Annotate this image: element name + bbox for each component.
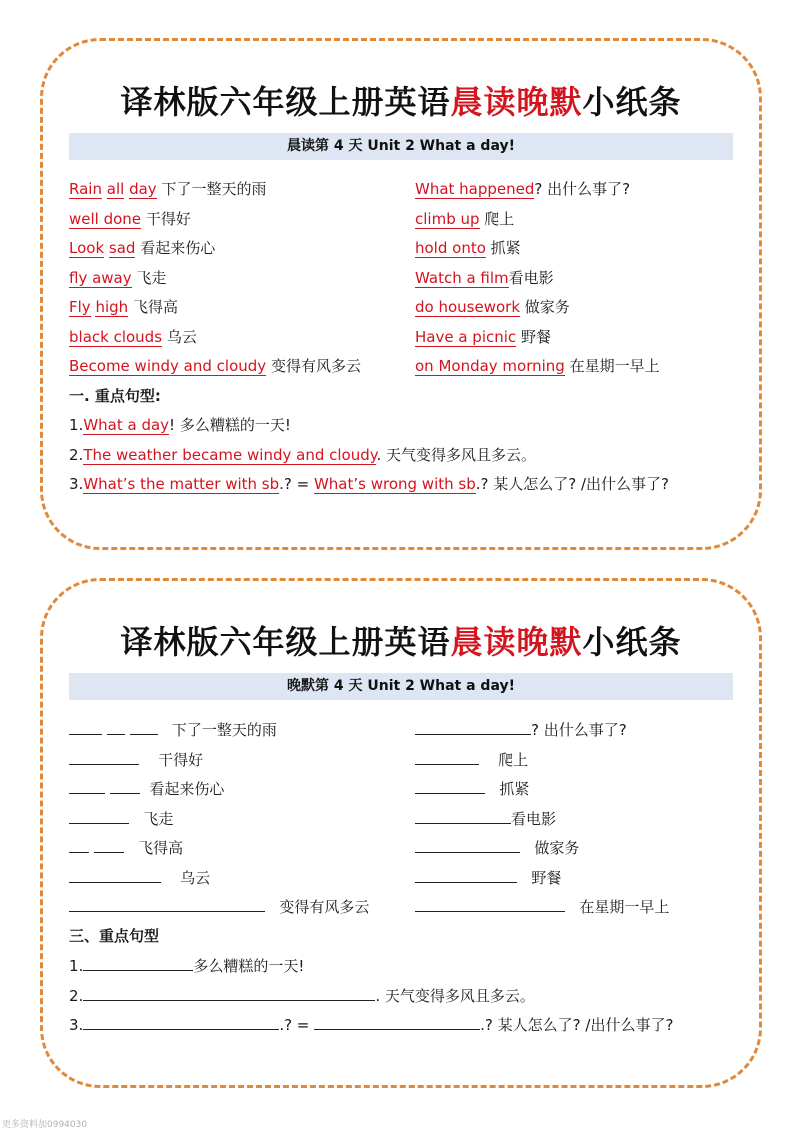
vocab-item: on Monday morning 在星期一早上 [415, 357, 660, 375]
answer-blank[interactable] [415, 719, 531, 735]
vocab-item: Look sad 看起来伤心 [69, 239, 216, 257]
sentence-item: 3.What’s the matter with sb.? = What’s wrong with sb.? 某人怎么了? /出什么事了? [69, 475, 669, 493]
answer-blank[interactable] [110, 778, 140, 794]
section-heading: 一. 重点句型: [69, 387, 161, 405]
answer-blank[interactable] [69, 896, 265, 912]
answer-blank[interactable] [69, 837, 89, 853]
vocab-item: fly away 飞走 [69, 269, 167, 287]
sentence-item: 1.What a day! 多么糟糕的一天! [69, 416, 291, 434]
answer-blank[interactable] [69, 867, 161, 883]
dictation-item: 干得好 [69, 749, 203, 770]
answer-blank[interactable] [94, 837, 124, 853]
sentence-item: 3. .? = .? 某人怎么了? /出什么事了? [69, 1016, 674, 1034]
vocab-item: well done 干得好 [69, 210, 191, 228]
answer-blank[interactable] [83, 1014, 279, 1030]
dictation-item: 在星期一早上 [415, 896, 669, 917]
answer-blank[interactable] [415, 749, 479, 765]
answer-blank[interactable] [415, 837, 520, 853]
vocab-item: Become windy and cloudy 变得有风多云 [69, 357, 361, 375]
vocab-item: Rain all day 下了一整天的雨 [69, 180, 267, 198]
dictation-item: 看电影 [415, 808, 556, 829]
day-banner: 晨读第 4 天 Unit 2 What a day! [69, 133, 733, 160]
answer-blank[interactable] [83, 985, 375, 1001]
answer-blank[interactable] [415, 808, 511, 824]
answer-blank[interactable] [69, 778, 105, 794]
sentence-item: 2.The weather became windy and cloudy. 天气变得多风且多云。 [69, 446, 537, 464]
day-banner: 晚默第 4 天 Unit 2 What a day! [69, 673, 733, 700]
dictation-item: 看起来伤心 [69, 778, 224, 799]
answer-blank[interactable] [69, 749, 139, 765]
section-heading: 三、重点句型 [69, 927, 160, 945]
vocab-item: Watch a film看电影 [415, 269, 554, 287]
card-title: 译林版六年级上册英语晨读晚默小纸条 [120, 83, 682, 121]
answer-blank[interactable] [83, 955, 193, 971]
dictation-item: 飞走 [69, 808, 173, 829]
sentence-item: 1. 多么糟糕的一天! [69, 957, 305, 975]
vocab-item: What happened? 出什么事了? [415, 180, 631, 198]
answer-blank[interactable] [415, 778, 485, 794]
answer-blank[interactable] [314, 1014, 480, 1030]
dictation-item: 飞得高 [69, 837, 183, 858]
dictation-item: 抓紧 [415, 778, 529, 799]
vocab-item: hold onto 抓紧 [415, 239, 521, 257]
answer-blank[interactable] [69, 719, 102, 735]
vocab-item: do housework 做家务 [415, 298, 570, 316]
morning-reading-card [40, 38, 762, 550]
sentence-item: 2. . 天气变得多风且多云。 [69, 987, 535, 1005]
answer-blank[interactable] [130, 719, 158, 735]
dictation-item: 爬上 [415, 749, 528, 770]
card-title: 译林版六年级上册英语晨读晚默小纸条 [120, 623, 682, 661]
dictation-item: 变得有风多云 [69, 896, 369, 917]
answer-blank[interactable] [415, 896, 565, 912]
evening-dictation-card [40, 578, 762, 1088]
answer-blank[interactable] [107, 719, 125, 735]
dictation-item: 下了一整天的雨 [69, 719, 277, 740]
dictation-item: 野餐 [415, 867, 561, 888]
vocab-item: Fly high 飞得高 [69, 298, 178, 316]
vocab-item: Have a picnic 野餐 [415, 328, 551, 346]
vocab-item: climb up 爬上 [415, 210, 515, 228]
answer-blank[interactable] [415, 867, 517, 883]
dictation-item: 做家务 [415, 837, 579, 858]
answer-blank[interactable] [69, 808, 129, 824]
dictation-item: 乌云 [69, 867, 210, 888]
dictation-item: ? 出什么事了? [415, 719, 627, 740]
vocab-item: black clouds 乌云 [69, 328, 197, 346]
footer-note: 更多资料加0994030 [2, 1120, 88, 1130]
